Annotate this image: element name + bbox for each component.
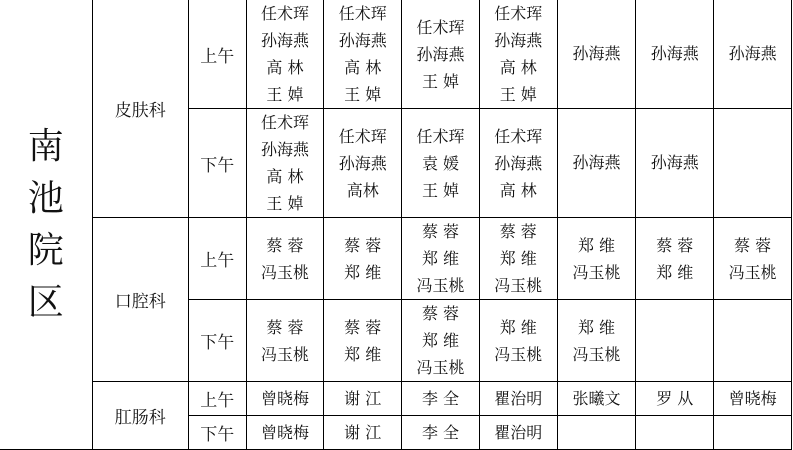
- schedule-cell: [479, 0, 557, 109]
- doctor-name: 冯玉桃: [572, 344, 621, 364]
- doctor-name: 高 林: [344, 58, 382, 77]
- doctor-name: 冯玉桃: [572, 262, 621, 282]
- doctor-name: 张曦文: [572, 388, 621, 408]
- doctor-name: 郑 维: [344, 262, 382, 282]
- schedule-cell: [402, 218, 480, 300]
- doctor-name: 蔡 蓉: [421, 304, 460, 323]
- department-name: 皮肤科: [92, 0, 188, 218]
- schedule-cell: [557, 109, 636, 218]
- doctor-name: 冯玉桃: [494, 344, 543, 364]
- schedule-cell: [714, 416, 792, 450]
- schedule-cell: [324, 416, 402, 450]
- schedule-cell: [479, 109, 557, 218]
- schedule-cell: [636, 109, 714, 218]
- schedule-cell: [714, 218, 792, 300]
- doctor-name: 蔡 蓉: [266, 317, 304, 337]
- schedule-cell: [557, 416, 636, 450]
- schedule-cell: [636, 0, 714, 109]
- doctor-name: 王 婥: [421, 180, 460, 200]
- schedule-cell: [636, 300, 714, 382]
- doctor-name: 王 婥: [344, 85, 382, 104]
- schedule-cell: [246, 382, 324, 416]
- doctor-name: 高 林: [499, 180, 537, 200]
- schedule-cell: [557, 300, 636, 382]
- doctor-name: 孙海燕: [338, 153, 387, 173]
- doctor-name: 郑 维: [577, 317, 616, 337]
- session-period: 上午: [188, 218, 246, 300]
- doctor-name: 孙海燕: [572, 44, 621, 63]
- doctor-name: 冯玉桃: [416, 276, 465, 295]
- doctor-name: 孙海燕: [650, 153, 699, 172]
- session-period: 上午: [188, 382, 246, 416]
- campus-name: [0, 0, 92, 450]
- schedule-cell: [479, 382, 557, 416]
- doctor-name: 孙海燕: [728, 44, 777, 63]
- schedule-cell: [402, 416, 480, 450]
- schedule-cell: [402, 109, 480, 218]
- doctor-name: 高林: [346, 180, 379, 200]
- session-period: 上午: [188, 0, 246, 109]
- doctor-name: 罗 从: [656, 388, 694, 408]
- schedule-cell: [479, 416, 557, 450]
- session-period: 下午: [188, 416, 246, 450]
- doctor-name: 孙海燕: [338, 31, 387, 50]
- schedule-cell: [324, 109, 402, 218]
- schedule-cell: [402, 0, 480, 109]
- schedule-cell: [714, 0, 792, 109]
- doctor-name: 任术珲: [260, 113, 309, 132]
- doctor-name: 高 林: [266, 167, 304, 186]
- campus-char: 池: [27, 177, 64, 219]
- table-row: [0, 218, 792, 300]
- doctor-name: 瞿治明: [494, 388, 543, 408]
- doctor-name: 郑 维: [499, 317, 537, 337]
- doctor-name: 郑 维: [656, 262, 694, 282]
- doctor-name: 蔡 蓉: [266, 235, 304, 255]
- campus-char: 院: [27, 229, 64, 271]
- doctor-name: 孙海燕: [650, 44, 699, 63]
- campus-char: 南: [27, 125, 64, 167]
- schedule-cell: [246, 218, 324, 300]
- schedule-cell: [246, 0, 324, 109]
- doctor-name: 蔡 蓉: [499, 222, 537, 241]
- schedule-cell: [246, 109, 324, 218]
- doctor-name: 高 林: [266, 58, 304, 77]
- schedule-cell: [324, 218, 402, 300]
- doctor-name: 李 全: [421, 422, 460, 442]
- doctor-name: 任术珲: [416, 17, 465, 37]
- doctor-name: 冯玉桃: [260, 262, 309, 282]
- schedule-cell: [714, 300, 792, 382]
- department-name: 口腔科: [92, 218, 188, 382]
- doctor-name: 谢 江: [344, 388, 382, 408]
- schedule-cell: [557, 0, 636, 109]
- doctor-name: 任术珲: [260, 4, 309, 23]
- doctor-name: 孙海燕: [260, 140, 309, 159]
- doctor-name: 郑 维: [421, 331, 460, 350]
- schedule-cell: [479, 300, 557, 382]
- doctor-name: 任术珲: [494, 126, 543, 146]
- schedule-cell: [402, 382, 480, 416]
- doctor-name: 蔡 蓉: [344, 317, 382, 337]
- schedule-cell: [714, 109, 792, 218]
- doctor-name: 高 林: [499, 58, 537, 77]
- doctor-name: 袁 媛: [421, 153, 460, 173]
- doctor-name: 孙海燕: [494, 31, 543, 50]
- doctor-name: 孙海燕: [572, 153, 621, 172]
- doctor-name: 曾晓梅: [728, 388, 777, 408]
- table-row: [0, 0, 792, 109]
- doctor-name: 孙海燕: [416, 44, 465, 64]
- schedule-cell: [324, 382, 402, 416]
- doctor-name: 郑 维: [421, 249, 460, 268]
- doctor-name: 曾晓梅: [260, 388, 309, 408]
- doctor-name: 谢 江: [344, 422, 382, 442]
- doctor-name: 任术珲: [494, 4, 543, 23]
- schedule-cell: [246, 300, 324, 382]
- doctor-name: 郑 维: [577, 235, 616, 255]
- schedule-cell: [479, 218, 557, 300]
- table-row: [0, 382, 792, 416]
- session-period: 下午: [188, 300, 246, 382]
- doctor-name: 冯玉桃: [260, 344, 309, 364]
- doctor-name: 王 婥: [499, 85, 537, 104]
- doctor-name: 任术珲: [338, 126, 387, 146]
- doctor-name: 蔡 蓉: [421, 222, 460, 241]
- schedule-cell: [636, 382, 714, 416]
- doctor-name: 蔡 蓉: [734, 235, 772, 255]
- doctor-name: 冯玉桃: [728, 262, 777, 282]
- doctor-name: 冯玉桃: [416, 358, 465, 377]
- doctor-name: 蔡 蓉: [656, 235, 694, 255]
- session-period: 下午: [188, 109, 246, 218]
- doctor-name: 瞿治明: [494, 422, 543, 442]
- doctor-name: 蔡 蓉: [344, 235, 382, 255]
- doctor-name: 孙海燕: [494, 153, 543, 173]
- department-name: 肛肠科: [92, 382, 188, 450]
- doctor-name: 孙海燕: [260, 31, 309, 50]
- doctor-name: 冯玉桃: [494, 276, 543, 295]
- schedule-cell: [402, 300, 480, 382]
- schedule-cell: [557, 382, 636, 416]
- schedule-cell: [324, 300, 402, 382]
- doctor-name: 李 全: [421, 388, 460, 408]
- doctor-name: 王 婥: [421, 71, 460, 91]
- schedule-cell: [636, 416, 714, 450]
- doctor-name: 任术珲: [338, 4, 387, 23]
- schedule-cell: [557, 218, 636, 300]
- doctor-name: 郑 维: [344, 344, 382, 364]
- schedule-cell: [714, 382, 792, 416]
- doctor-name: 王 婥: [266, 85, 304, 104]
- doctor-name: 任术珲: [416, 126, 465, 146]
- schedule-cell: [324, 0, 402, 109]
- schedule-cell: [246, 416, 324, 450]
- doctor-name: 王 婥: [266, 194, 304, 213]
- campus-char: 区: [27, 281, 64, 323]
- doctor-name: 曾晓梅: [260, 422, 309, 442]
- doctor-name: 郑 维: [499, 249, 537, 268]
- schedule-cell: [636, 218, 714, 300]
